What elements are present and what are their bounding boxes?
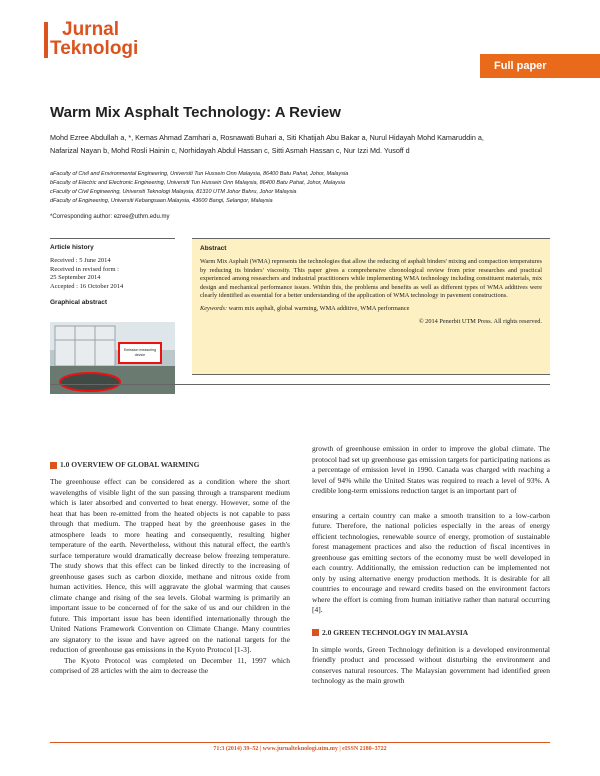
- affiliations: [50, 170, 570, 206]
- footer-rule: [50, 742, 550, 743]
- affiliation: aFaculty of Civil and Environmental Engineering, Universiti Tun Hussein Onn Malaysia, 86400 Batu Pahat, Johor, Malaysia: [50, 171, 349, 177]
- body-paragraph: The greenhouse effect can be considered as a condition where the short wavelengths of visible light of the sun passing through a transparent medium which is later absorbed and converted to heat energy. However, some of the heat that has been re-emitted from the heated objects is not capable to pass through that medium. The trapped heat by the greenhouse gases in the atmosphere leads to more heating and consequently, resulting higher temperature of the earth. Nevertheless, without this natural effect, the earth's surface temperature would dramatically decrease below freezing temperature. The study shows that this effect can be linked directly to the increasing of greenhouse gases such as carbon dioxide, methane and nitrous oxide from human activities. Hence, this will aggravate the global warming that causes climate change and rising of the sea levels. Global warming is primarily an important issue to be concerned of for the sake of us and our children in the future. This important issue has been identified internationally through the United Nations Framework Convention on Climate Change. Many countries are signatory to the issue and have agreed on the national targets for the reduction of greenhouse gas emissions in the Kyoto Protocol [1-3].: [50, 477, 290, 654]
- body-paragraph: In simple words, Green Technology definition is a developed environmental friendly product and processed without disturbing the environment and conserves natural resources. The Malaysian government had identified green technology as the main growth: [312, 644, 550, 685]
- abstract-heading: Abstract: [200, 245, 227, 252]
- section-heading: [50, 460, 290, 469]
- full-paper-badge: Full paper: [480, 54, 600, 78]
- corresponding-author: *Corresponding author: ezree@uthm.edu.my: [50, 214, 170, 220]
- abstract-text: Warm Mix Asphalt (WMA) represents the technologies that allow the reducing of asphalt binders' mixing and compaction temperatures by reducing its binders' viscosity. This paper gives a comprehensive chronological review from prior researches and practical experienced among researchers and industrial practitioners while implementing WMA technology including constituent materials, mix design and mechanical performance issues. Within this, the problems and benefits as well as different types of WMA additives were clearly identified as essential for a better understanding of the application of WMA technology in pavement constructions.: [200, 258, 542, 300]
- section-heading: [312, 628, 550, 637]
- received-date: Received : 5 June 2014: [50, 257, 111, 264]
- graphic-callout: [118, 342, 162, 364]
- section-title: 2.0 GREEN TECHNOLOGY IN MALAYSIA: [322, 627, 469, 637]
- graphic-label: Emission measuring device: [123, 348, 157, 357]
- graphical-abstract-heading: Graphical abstract: [50, 299, 108, 306]
- body-paragraph: ensuring a certain country can make a smooth transition to a low-carbon future. Therefore, the national policies especially in the areas of energy efficient technologies, renewable source of energy, promotion of sustainable forest management practices and also the reduction of fiscal incentives in greenhouse gas emitting sectors of the economy must be well developed in each country. Additionally, the emission reduction can be implemented not only by using alternative energy production methods. It is desirable for all countries to encourage and reward credits based on the environment factors where the effort is coming from human initiative rather than natural occurring [4].: [312, 510, 550, 614]
- divider: [50, 238, 175, 239]
- keywords-label: Keywords:: [200, 304, 228, 312]
- keywords: [200, 305, 542, 312]
- article-sidebar: [50, 244, 175, 312]
- affiliation: bFaculty of Electric and Electronic Engineering, Universiti Tun Hussein Onn Malaysia, 86400 Batu Pahat, Johor, Malaysia: [50, 180, 345, 186]
- authors-line2: Nafarizal Nayan b, Mohd Rosli Hainin c, Norhidayah Abdul Hassan c, Sitti Asmah Hassan c, Nur Izzi Md. Yusoff d: [50, 146, 410, 155]
- logo-mark: [44, 22, 48, 58]
- article-history-heading: Article history: [50, 244, 94, 251]
- body-paragraph: The Kyoto Protocol was completed on December 11, 1997 which comprised of 28 articles with the aim to decrease the: [50, 655, 290, 675]
- copyright: © 2014 Penerbit UTM Press. All rights reserved.: [418, 317, 542, 325]
- section-title: 1.0 OVERVIEW OF GLOBAL WARMING: [60, 460, 200, 469]
- affiliation: dFaculty of Engineering, Universiti Kebangsaan Malaysia, 43600 Bangi, Selangor, Malaysia: [50, 198, 273, 204]
- section-marker-icon: [50, 462, 57, 469]
- left-column: [50, 460, 290, 677]
- revised-label: Received in revised form :: [50, 265, 119, 273]
- paper-title: Warm Mix Asphalt Technology: A Review: [50, 104, 341, 121]
- section-marker-icon: [312, 629, 319, 636]
- authors-line1: Mohd Ezree Abdullah a, *, Kemas Ahmad Zamhari a, Rosnawati Buhari a, Siti Khatijah Abu Bakar a, Nurul Hidayah Mohd Kamaruddin a,: [50, 133, 484, 142]
- author-list: [50, 131, 560, 157]
- affiliation: cFaculty of Civil Engineering, Universiti Teknologi Malaysia, 81310 UTM Johor Bahru, Johor Malaysia: [50, 189, 297, 195]
- body-paragraph: growth of greenhouse emission in order to improve the global climate. The protocol had set up greenhouse gas emission targets for participating nations as a percentage of emission level in 1990. Canada was charged with reaching a level of 94% while the United States was required to reach a level of 93%. A credible long-term emissions reduction target is an important part of: [312, 444, 550, 495]
- journal-logo: [50, 20, 138, 58]
- abstract-box: [192, 238, 550, 375]
- right-column: [312, 444, 550, 687]
- keywords-value: warm mix asphalt, global warming, WMA additive, WMA performance: [228, 304, 410, 312]
- footer-text: 71:3 (2014) 39–52 | www.jurnalteknologi.utm.my | eISSN 2180–3722: [213, 746, 387, 752]
- revised-date: 25 September 2014: [50, 274, 101, 281]
- journal-name-line2: Teknologi: [50, 38, 139, 59]
- journal-name-line1: Jurnal: [62, 19, 120, 40]
- divider: [50, 384, 550, 385]
- accepted-date: Accepted : 16 October 2014: [50, 282, 124, 290]
